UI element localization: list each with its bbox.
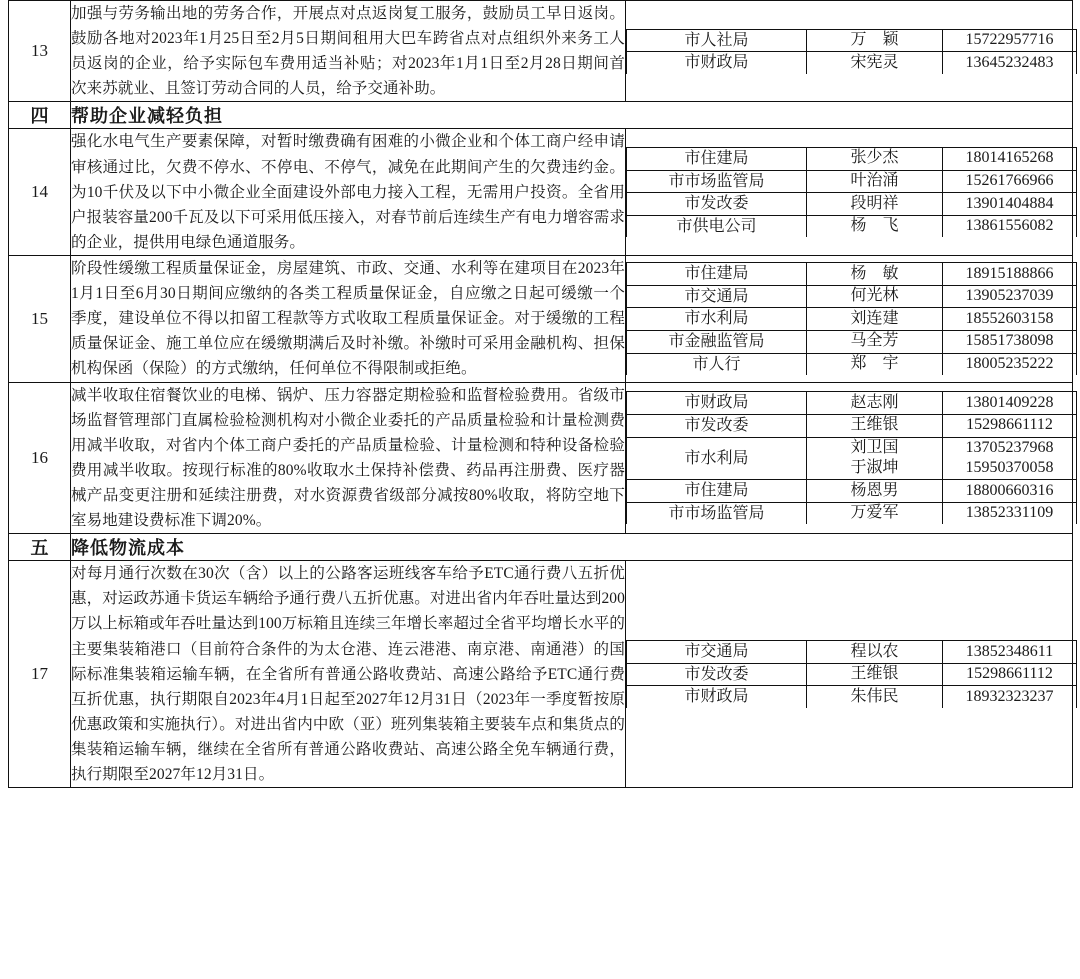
contact-person: 杨 敏 bbox=[807, 263, 943, 286]
contact-department: 市交通局 bbox=[627, 285, 807, 308]
contact-row bbox=[627, 480, 1077, 503]
contact-row bbox=[627, 308, 1077, 331]
contact-row bbox=[627, 686, 1077, 708]
contact-department: 市交通局 bbox=[627, 641, 807, 664]
contact-row bbox=[627, 263, 1077, 286]
contact-phone: 15261766966 bbox=[943, 170, 1077, 193]
item-description: 对每月通行次数在30次（含）以上的公路客运班线客车给予ETC通行费八五折优惠，对运政苏通卡货运车辆给予通行费八五折优惠。对进出省内年吞吐量达到200万以上标箱或年吞吐量达到100万标箱且连续三年增长率超过全省平均增长水平的主要集装箱港口（目前符合条件的为太仓港、连云港港、南京港、南通港）的国际标准集装箱运输车辆，在全省所有普通公路收费站、高速公路给予ETC通行费互折优惠，执行期限自2023年4月1日起至2027年12月31日（2023年一季度暂按原优惠政策和实施执行）。对进出省内中欧（亚）班列集装箱主要装车点和集货点的集装箱运输车辆，继续在全省所有普通公路收费站、高速公路全免车辆通行费，执行期限至2027年12月31日。 bbox=[71, 561, 626, 788]
contact-phone: 13645232483 bbox=[943, 52, 1077, 74]
contact-person: 张少杰 bbox=[807, 148, 943, 171]
section-number: 五 bbox=[9, 534, 71, 561]
contact-department: 市住建局 bbox=[627, 263, 807, 286]
contact-phone: 13705237968 15950370058 bbox=[943, 437, 1077, 480]
section-number: 四 bbox=[9, 102, 71, 129]
contact-phone: 15298661112 bbox=[943, 663, 1077, 686]
item-number: 15 bbox=[9, 255, 71, 382]
contact-row bbox=[627, 392, 1077, 415]
table-row bbox=[9, 561, 1073, 788]
contact-phone: 18552603158 bbox=[943, 308, 1077, 331]
contact-person: 王维银 bbox=[807, 663, 943, 686]
contact-row bbox=[627, 414, 1077, 437]
contact-row bbox=[627, 353, 1077, 375]
contact-row bbox=[627, 285, 1077, 308]
contact-person: 万爱军 bbox=[807, 502, 943, 524]
contact-department: 市发改委 bbox=[627, 414, 807, 437]
item-number: 17 bbox=[9, 561, 71, 788]
table-body bbox=[9, 1, 1073, 788]
contact-row bbox=[627, 52, 1077, 74]
contact-department: 市财政局 bbox=[627, 52, 807, 74]
item-number: 13 bbox=[9, 1, 71, 102]
contact-row bbox=[627, 148, 1077, 171]
item-description: 阶段性缓缴工程质量保证金，房屋建筑、市政、交通、水利等在建项目在2023年1月1日至6月30日期间应缴纳的各类工程质量保证金，自应缴之日起可缓缴一个季度，建设单位不得以扣留工程款等方式收取工程质量保证金。对于缓缴的工程质量保证金、施工单位应在缓缴期满后及时补缴。补缴时可采用金融机构、担保机构保函（保险）的方式缴纳，任何单位不得限制或拒绝。 bbox=[71, 255, 626, 382]
contacts-cell bbox=[626, 382, 1073, 534]
contact-phone: 13861556082 bbox=[943, 215, 1077, 237]
contact-department: 市市场监管局 bbox=[627, 502, 807, 524]
contact-phone: 13801409228 bbox=[943, 392, 1077, 415]
table-row bbox=[9, 1, 1073, 102]
contact-person: 刘连建 bbox=[807, 308, 943, 331]
contact-person: 万 颖 bbox=[807, 29, 943, 52]
contact-person: 程以农 bbox=[807, 641, 943, 664]
contact-person: 叶治涌 bbox=[807, 170, 943, 193]
contact-row bbox=[627, 29, 1077, 52]
contact-row bbox=[627, 331, 1077, 354]
contact-phone: 15851738098 bbox=[943, 331, 1077, 354]
contact-row bbox=[627, 663, 1077, 686]
item-description: 强化水电气生产要素保障，对暂时缴费确有困难的小微企业和个体工商户经申请审核通过比，欠费不停水、不停电、不停气，减免在此期间产生的欠费违约金。为10千伏及以下中小微企业全面建设外部电力接入工程，无需用户投资。全省用户报装容量200千瓦及以下可采用低压接入，对春节前后连续生产有电力增容需求的企业，提供用电绿色通道服务。 bbox=[71, 129, 626, 256]
contact-person: 何光林 bbox=[807, 285, 943, 308]
table-row bbox=[9, 255, 1073, 382]
contact-row bbox=[627, 641, 1077, 664]
contact-person: 段明祥 bbox=[807, 193, 943, 216]
section-row bbox=[9, 534, 1073, 561]
contact-phone: 18005235222 bbox=[943, 353, 1077, 375]
contact-row bbox=[627, 215, 1077, 237]
contact-row bbox=[627, 170, 1077, 193]
contact-phone: 13905237039 bbox=[943, 285, 1077, 308]
contact-department: 市住建局 bbox=[627, 480, 807, 503]
item-number: 16 bbox=[9, 382, 71, 534]
contact-department: 市水利局 bbox=[627, 308, 807, 331]
item-description: 加强与劳务输出地的劳务合作，开展点对点返岗复工服务，鼓励员工早日返岗。鼓励各地对2023年1月25日至2月5日期间租用大巴车跨省点对点组织外来务工人员返岗的企业，给予实际包车费用适当补贴；对2023年1月1日至2月28日期间首次来苏就业、且签订劳动合同的人员，给予交通补助。 bbox=[71, 1, 626, 102]
contact-person: 郑 宇 bbox=[807, 353, 943, 375]
item-description: 减半收取住宿餐饮业的电梯、锅炉、压力容器定期检验和监督检验费用。省级市场监督管理部门直属检验检测机构对小微企业委托的产品质量检验和计量检测费用减半收取，对省内个体工商户委托的产品质量检验、计量检测和特种设备检验费用减半收取。按现行标准的80%收取水土保持补偿费、药品再注册费、医疗器械产品变更注册和延续注册费，对水资源费省级部分减按80%收取，将防空地下室易地建设费标准下调20%。 bbox=[71, 382, 626, 534]
contact-department: 市人社局 bbox=[627, 29, 807, 52]
section-title: 帮助企业减轻负担 bbox=[71, 102, 1073, 129]
contact-person: 宋宪灵 bbox=[807, 52, 943, 74]
contact-phone: 15722957716 bbox=[943, 29, 1077, 52]
contacts-cell bbox=[626, 561, 1073, 788]
contacts-cell bbox=[626, 1, 1073, 102]
contacts-cell bbox=[626, 255, 1073, 382]
contact-department: 市供电公司 bbox=[627, 215, 807, 237]
section-row bbox=[9, 102, 1073, 129]
contact-department: 市金融监管局 bbox=[627, 331, 807, 354]
contact-person: 杨 飞 bbox=[807, 215, 943, 237]
contact-person: 朱伟民 bbox=[807, 686, 943, 708]
contact-person: 赵志刚 bbox=[807, 392, 943, 415]
contact-department: 市市场监管局 bbox=[627, 170, 807, 193]
contact-department: 市水利局 bbox=[627, 437, 807, 480]
item-number: 14 bbox=[9, 129, 71, 256]
contact-department: 市财政局 bbox=[627, 686, 807, 708]
contact-department: 市发改委 bbox=[627, 663, 807, 686]
contact-person: 杨恩男 bbox=[807, 480, 943, 503]
contact-row bbox=[627, 193, 1077, 216]
table-row bbox=[9, 382, 1073, 534]
contact-person: 王维银 bbox=[807, 414, 943, 437]
contact-department: 市财政局 bbox=[627, 392, 807, 415]
contact-row bbox=[627, 437, 1077, 480]
section-title: 降低物流成本 bbox=[71, 534, 1073, 561]
contact-department: 市发改委 bbox=[627, 193, 807, 216]
contact-phone: 13901404884 bbox=[943, 193, 1077, 216]
contacts-cell bbox=[626, 129, 1073, 256]
contact-phone: 13852348611 bbox=[943, 641, 1077, 664]
contact-phone: 18800660316 bbox=[943, 480, 1077, 503]
contact-department: 市人行 bbox=[627, 353, 807, 375]
contact-person: 马全芳 bbox=[807, 331, 943, 354]
contact-phone: 18932323237 bbox=[943, 686, 1077, 708]
policy-table bbox=[8, 0, 1073, 788]
contact-phone: 18915188866 bbox=[943, 263, 1077, 286]
contact-phone: 18014165268 bbox=[943, 148, 1077, 171]
contact-row bbox=[627, 502, 1077, 524]
contact-phone: 13852331109 bbox=[943, 502, 1077, 524]
contact-phone: 15298661112 bbox=[943, 414, 1077, 437]
contact-department: 市住建局 bbox=[627, 148, 807, 171]
contact-person: 刘卫国 于淑坤 bbox=[807, 437, 943, 480]
table-row bbox=[9, 129, 1073, 256]
